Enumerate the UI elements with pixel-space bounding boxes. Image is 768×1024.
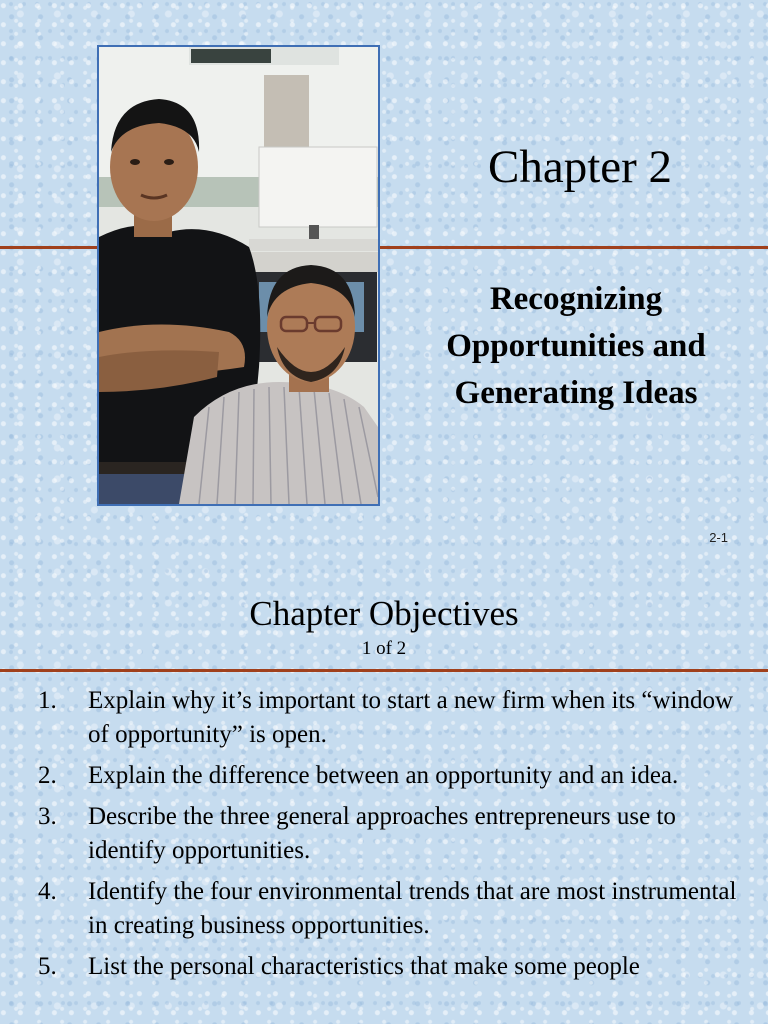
objectives-list [38, 684, 748, 991]
list-item-number: 5. [38, 953, 57, 980]
list-item-text: Describe the three general approaches entrepreneurs use to identify opportunities. [88, 803, 676, 864]
list-item [38, 759, 748, 793]
list-item [38, 800, 748, 868]
list-item-number: 3. [38, 803, 57, 830]
list-item-number: 4. [38, 878, 57, 905]
list-item [38, 684, 748, 752]
list-item-number: 1. [38, 687, 57, 714]
chapter-number: Chapter 2 [487, 141, 673, 193]
list-item-text: List the personal characteristics that make some people [88, 953, 640, 980]
list-item-number: 2. [38, 762, 57, 789]
list-item-text: Explain the difference between an opportunity and an idea. [88, 762, 679, 789]
objectives-page-indicator: 1 of 2 [361, 638, 407, 659]
chapter-title-line: Generating Ideas [454, 375, 698, 411]
photo-two-men-icon [99, 47, 378, 504]
list-item-text: Identify the four environmental trends that are most instrumental in creating business opportunities. [88, 878, 737, 939]
chapter-title-line: Opportunities and [446, 328, 706, 364]
objectives-heading: Chapter Objectives [249, 594, 519, 633]
list-item [38, 950, 748, 984]
title-photo [97, 45, 380, 506]
list-item-text: Explain why it’s important to start a new firm when its “window of opportunity” is open. [88, 687, 734, 748]
slide-number: 2-1 [709, 530, 728, 545]
chapter-title-line: Recognizing [489, 281, 663, 317]
list-item [38, 875, 748, 943]
chapter-title [405, 276, 747, 417]
objectives-slide [0, 570, 768, 1024]
horizontal-rule [0, 669, 768, 672]
